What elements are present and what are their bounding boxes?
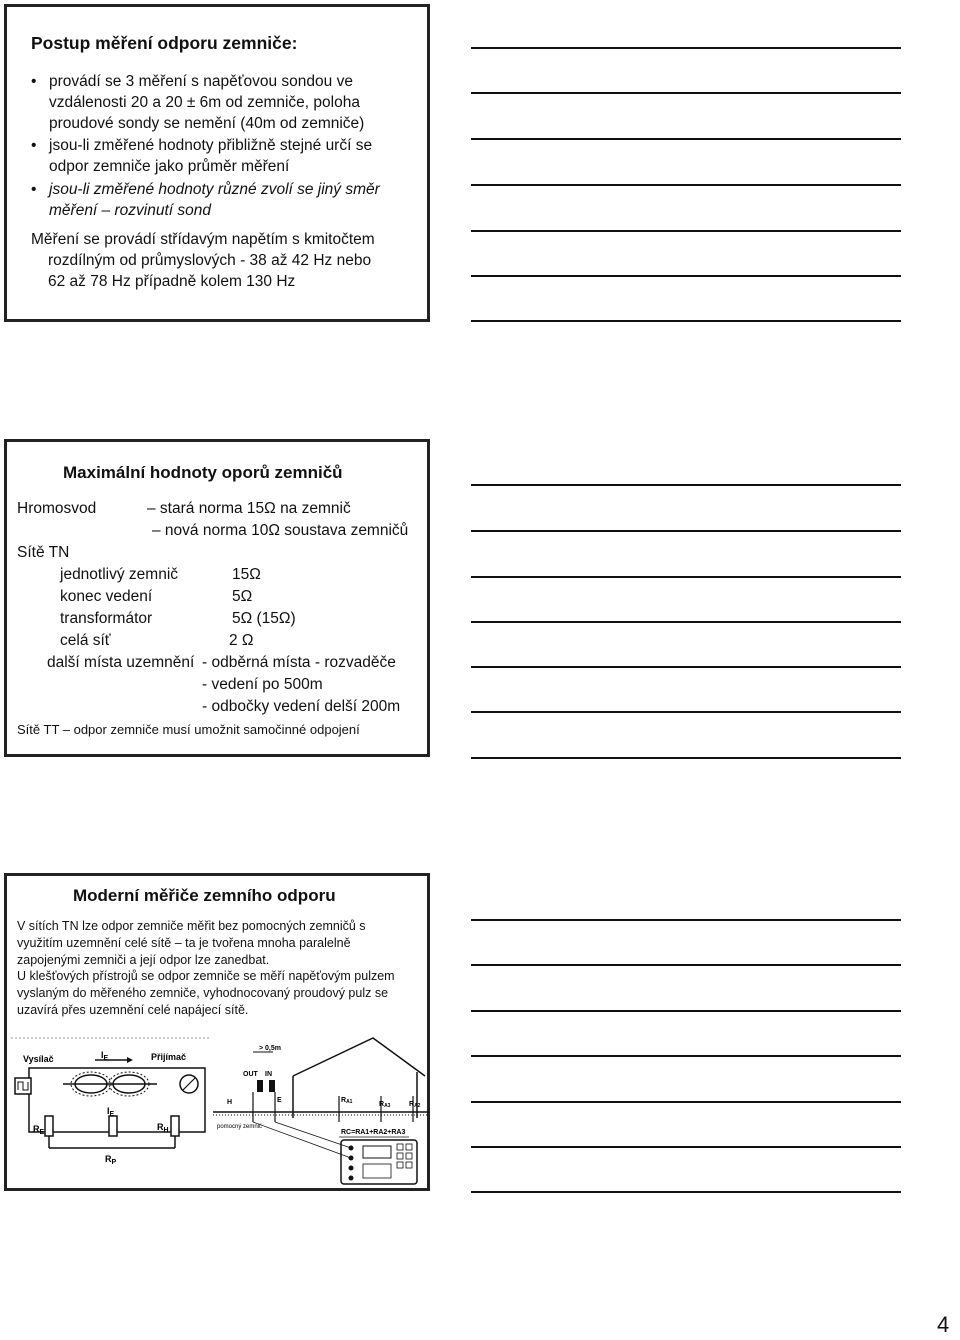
vysilac-label: Vysílač xyxy=(23,1054,54,1064)
bullet-2 xyxy=(31,135,373,177)
prijimac-label: Přijímač xyxy=(151,1052,187,1062)
hromosvod-label: Hromosvod xyxy=(17,500,97,517)
slide-2-title: Maximální hodnoty oporů zemničů xyxy=(63,463,343,482)
ie-resistor xyxy=(109,1116,117,1136)
p2-line-3: uzavírá přes uzemnění celé napájecí sítě. xyxy=(17,1003,249,1017)
h-label: H xyxy=(227,1099,233,1106)
distance-label: > 0,5m xyxy=(259,1045,281,1052)
re-resistor xyxy=(45,1116,53,1136)
site-tn-label: Sítě TN xyxy=(17,544,70,561)
rc-formula: RC=RA1+RA2+RA3 xyxy=(341,1129,406,1136)
tester-display xyxy=(363,1146,391,1158)
ie-label: $I_E$ xyxy=(101,1050,109,1062)
row-label-2: konec vedení xyxy=(60,588,153,605)
dalsi-item-1: - odběrná místa - rozvaděče xyxy=(202,654,396,671)
slide-3-paragraph-1 xyxy=(17,918,366,969)
bullet-3 xyxy=(31,179,380,221)
bullet-dot-icon: • xyxy=(31,137,37,154)
e-label: E xyxy=(277,1097,282,1104)
ra3-label: RA3 xyxy=(379,1101,391,1109)
para-line-2: rozdílným od průmyslových - 38 až 42 Hz nebo xyxy=(48,252,372,269)
clamp-out-icon xyxy=(257,1080,263,1092)
re-label: $R_E$ xyxy=(33,1124,45,1136)
bullet-3-line-2: měření – rozvinutí sond xyxy=(49,202,211,219)
row-value-4: 2 Ω xyxy=(229,632,254,649)
slide-2 xyxy=(4,439,430,757)
row-value-3: 5Ω (15Ω) xyxy=(232,610,296,627)
bullet-2-line-1: jsou-li změřené hodnoty přibližně stejné určí se xyxy=(49,137,373,154)
para-line-3: 62 až 78 Hz případně kolem 130 Hz xyxy=(48,273,296,290)
ra1-label: RA1 xyxy=(341,1097,353,1105)
stara-norma: – stará norma 15Ω na zemnič xyxy=(147,500,351,517)
bullet-1-line-1: provádí se 3 měření s napěťovou sondou ve xyxy=(49,73,353,90)
rh-resistor xyxy=(171,1116,179,1136)
slide-3-title: Moderní měřiče zemního odporu xyxy=(73,886,336,905)
p1-line-1: V sítích TN lze odpor zemniče měřit bez pomocných zemničů s xyxy=(17,919,366,933)
ie-bottom-label: $I_E$ xyxy=(107,1106,115,1118)
pomocny-zemnic-label: pomocný zemnič xyxy=(217,1124,263,1130)
clamp-circuit-diagram xyxy=(11,1036,216,1166)
bullet-dot-icon: • xyxy=(31,73,37,90)
nova-norma: – nová norma 10Ω soustava zemničů xyxy=(152,522,409,539)
row-label-3: transformátor xyxy=(60,610,153,627)
page-number: 4 xyxy=(937,1312,950,1337)
slide-1 xyxy=(4,4,430,322)
ra2-label: RA2 xyxy=(409,1101,421,1109)
slide-3 xyxy=(4,873,430,1191)
p1-line-2: využitím uzemnění celé sítě – ta je tvořena mnoha paralelně xyxy=(17,936,351,950)
row-value-2: 5Ω xyxy=(232,588,253,605)
row-value-1: 15Ω xyxy=(232,566,261,583)
slide-1-paragraph xyxy=(31,229,375,292)
clamp-in-icon xyxy=(269,1080,275,1092)
slide-3-paragraph-2 xyxy=(17,968,395,1019)
bullet-2-line-2: odpor zemniče jako průměr měření xyxy=(49,158,290,175)
para-line-1: Měření se provádí střídavým napětím s kmitočtem xyxy=(31,231,375,248)
bullet-1 xyxy=(31,71,365,134)
bullet-dot-icon: • xyxy=(31,181,37,198)
house-roof xyxy=(293,1038,425,1076)
dalsi-item-3: - odbočky vedení delší 200m xyxy=(202,698,401,715)
dalsi-item-2: - vedení po 500m xyxy=(202,676,323,693)
bullet-3-line-1: jsou-li změřené hodnoty různé zvolí se jiný směr xyxy=(49,181,380,198)
p1-line-3: zapojenými zemniči a její odpor lze zanedbat. xyxy=(17,953,270,967)
slide-1-title: Postup měření odporu zemniče: xyxy=(31,33,298,53)
rp-label: $R_P$ xyxy=(105,1154,117,1166)
in-label: IN xyxy=(265,1071,272,1078)
row-label-4: celá síť xyxy=(60,632,111,649)
site-tt-note: Sítě TT – odpor zemniče musí umožnit samočinné odpojení xyxy=(17,722,360,737)
p2-line-1: U klešťových přístrojů se odpor zemniče se měří napěťovým pulzem xyxy=(17,969,395,983)
row-label-1: jednotlivý zemnič xyxy=(60,566,179,583)
grounding-measurement-diagram xyxy=(213,1026,429,1186)
bullet-1-line-2: vzdálenosti 20 a 20 ± 6m od zemniče, poloha xyxy=(49,94,360,111)
out-label: OUT xyxy=(243,1071,258,1078)
rh-label: $R_H$ xyxy=(157,1122,169,1134)
bullet-1-line-3: proudové sondy se nemění (40m od zemniče) xyxy=(49,115,365,132)
p2-line-2: vyslaným do měřeného zemniče, vyhodnocovaný proudový pulz se xyxy=(17,986,389,1000)
dalsi-mista-label: další místa uzemnění xyxy=(47,654,195,671)
